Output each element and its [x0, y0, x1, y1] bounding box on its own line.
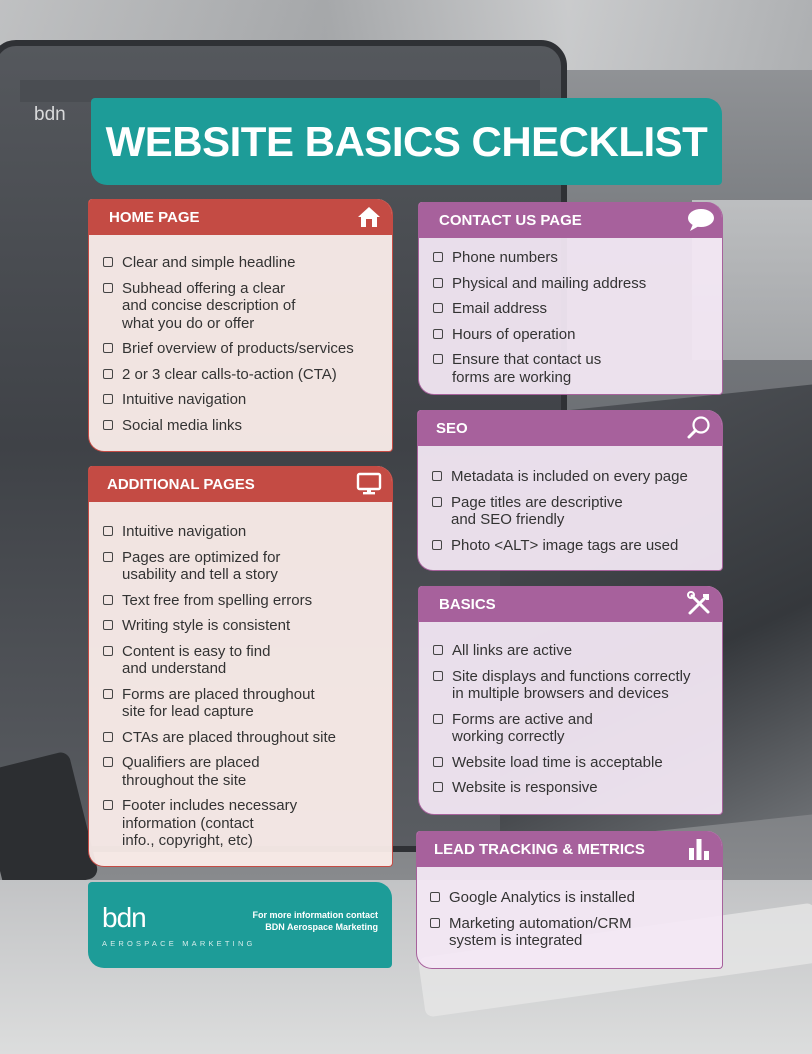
additional-pages-title: ADDITIONAL PAGES — [107, 475, 255, 493]
checkbox[interactable] — [433, 252, 443, 262]
basics-card — [418, 586, 723, 815]
footer-contact-info — [252, 909, 378, 933]
checkbox[interactable] — [103, 732, 113, 742]
checklist-item-label: Content is easy to find and understand — [122, 642, 271, 677]
checklist-item-label: Forms are active and working correctly — [452, 710, 593, 745]
additional-pages-card — [88, 466, 393, 867]
monitor-icon — [356, 471, 382, 497]
magnifier-icon — [686, 415, 712, 441]
checkbox[interactable] — [103, 526, 113, 536]
lead-tracking-card — [416, 831, 723, 969]
checkbox[interactable] — [430, 918, 440, 928]
checkbox[interactable] — [103, 394, 113, 404]
contact-us-header — [419, 202, 722, 238]
speech-bubble-icon — [686, 207, 716, 233]
footer-banner — [88, 882, 392, 968]
checkbox[interactable] — [433, 329, 443, 339]
checkbox[interactable] — [103, 620, 113, 630]
checkbox[interactable] — [103, 689, 113, 699]
checkbox[interactable] — [103, 343, 113, 353]
background-logo: bdn — [34, 104, 66, 125]
checklist-item — [433, 249, 714, 267]
checklist-item — [433, 668, 714, 703]
checklist-item — [432, 494, 714, 529]
checklist-item-label: Phone numbers — [452, 249, 558, 266]
checklist-item — [103, 592, 384, 610]
checkbox[interactable] — [103, 283, 113, 293]
checklist-item-label: Page titles are descriptive and SEO friendly — [451, 493, 623, 528]
additional-pages-list — [103, 523, 384, 858]
checklist-item — [103, 280, 384, 333]
home-page-title: HOME PAGE — [109, 208, 200, 226]
checklist-item-label: Photo <ALT> image tags are used — [451, 536, 679, 554]
lead-tracking-list — [430, 889, 714, 958]
home-page-header — [89, 199, 392, 235]
lead-tracking-header — [417, 831, 722, 867]
basics-header — [419, 586, 722, 622]
checklist-item-label: Intuitive navigation — [122, 523, 247, 540]
checklist-item-label: Subhead offering a clear and concise description of what you do or offer — [122, 279, 296, 332]
checklist-item — [432, 537, 714, 555]
title-banner — [91, 98, 722, 185]
checkbox[interactable] — [103, 800, 113, 810]
checklist-item — [430, 889, 714, 907]
checklist-item — [103, 523, 384, 541]
checklist-item-label: Forms are placed throughout site for lead capture — [122, 685, 315, 720]
checklist-item-label: Physical and mailing address — [452, 274, 647, 292]
checkbox[interactable] — [433, 645, 443, 655]
checkbox[interactable] — [103, 646, 113, 656]
checklist-item-label: Hours of operation — [452, 325, 576, 343]
checklist-item-label: Site displays and functions correctly in multiple browsers and devices — [452, 667, 691, 702]
checklist-item — [103, 797, 384, 850]
seo-card — [417, 410, 723, 571]
checklist-item-label: Social media links — [122, 416, 243, 434]
checklist-item — [433, 351, 714, 386]
contact-us-list — [433, 249, 714, 394]
seo-list — [432, 468, 714, 562]
checkbox[interactable] — [103, 595, 113, 605]
bar-chart-icon — [686, 836, 712, 862]
contact-us-card — [418, 202, 723, 395]
checklist-item-label: Marketing automation/CRM system is integrated — [449, 914, 632, 949]
checklist-item-label: Metadata is included on every page — [451, 468, 688, 485]
checklist-item — [103, 254, 384, 272]
checklist-item-label: Brief overview of products/services — [122, 340, 354, 357]
checklist-item — [103, 754, 384, 789]
seo-header — [418, 410, 722, 446]
checklist-item-label: Qualifiers are placed throughout the site — [122, 754, 260, 789]
additional-pages-header — [89, 466, 392, 502]
checklist-item-label: All links are active — [452, 642, 573, 659]
checklist-item-label: Website load time is acceptable — [452, 753, 663, 771]
checkbox[interactable] — [103, 369, 113, 379]
checklist-item-label: Website is responsive — [452, 779, 598, 796]
house-icon — [356, 204, 382, 230]
checklist-item-label: Google Analytics is installed — [449, 889, 635, 906]
seo-title: SEO — [436, 419, 468, 437]
checkbox[interactable] — [430, 892, 440, 902]
checklist-item-label: Ensure that contact us forms are working — [452, 351, 602, 386]
checklist-item — [433, 754, 714, 772]
checklist-item — [433, 300, 714, 318]
lead-tracking-title: LEAD TRACKING & METRICS — [434, 840, 645, 858]
checklist-item-label: Email address — [452, 300, 548, 317]
checkbox[interactable] — [433, 278, 443, 288]
checklist-item — [103, 340, 384, 358]
basics-title: BASICS — [439, 595, 496, 613]
checkbox[interactable] — [103, 552, 113, 562]
checklist-item-label: Clear and simple headline — [122, 254, 296, 271]
checkbox[interactable] — [103, 257, 113, 267]
checkbox[interactable] — [432, 497, 442, 507]
checklist-item — [433, 275, 714, 293]
basics-list — [433, 642, 714, 805]
home-page-card — [88, 199, 393, 452]
checkbox[interactable] — [433, 303, 443, 313]
checkbox[interactable] — [432, 471, 442, 481]
checklist-item — [433, 779, 714, 797]
checklist-item — [103, 391, 384, 409]
checklist-item — [433, 326, 714, 344]
checklist-item — [103, 643, 384, 678]
checklist-item-label: Intuitive navigation — [122, 391, 247, 408]
checkbox[interactable] — [433, 714, 443, 724]
tools-icon — [686, 591, 712, 617]
footer-logo: bdn — [102, 902, 146, 933]
contact-us-title: CONTACT US PAGE — [439, 211, 582, 229]
checkbox[interactable] — [433, 354, 443, 364]
checkbox[interactable] — [103, 420, 113, 430]
checklist-item — [103, 549, 384, 584]
checklist-item-label: 2 or 3 clear calls-to-action (CTA) — [122, 365, 337, 383]
checkbox[interactable] — [103, 757, 113, 767]
checklist-item-label: CTAs are placed throughout site — [122, 728, 337, 746]
checklist-item — [103, 617, 384, 635]
checkbox[interactable] — [433, 671, 443, 681]
checklist-item — [103, 686, 384, 721]
checklist-item — [432, 468, 714, 486]
checklist-item-label: Text free from spelling errors — [122, 591, 313, 609]
checkbox[interactable] — [432, 540, 442, 550]
footer-info-line-1: For more information contact — [252, 910, 378, 920]
checkbox[interactable] — [433, 757, 443, 767]
checklist-item-label: Writing style is consistent — [122, 617, 291, 634]
checklist-item-label: Pages are optimized for usability and tell a story — [122, 548, 281, 583]
checklist-item — [103, 729, 384, 747]
footer-tagline: AEROSPACE MARKETING — [102, 939, 256, 948]
footer-info-line-2: BDN Aerospace Marketing — [265, 922, 378, 932]
checklist-item-label: Footer includes necessary information (contact info., copyright, etc) — [122, 797, 298, 849]
checklist-item — [433, 711, 714, 746]
home-page-list — [103, 254, 384, 442]
page-title: WEBSITE BASICS CHECKLIST — [105, 117, 708, 165]
checkbox[interactable] — [433, 782, 443, 792]
checklist-item — [430, 915, 714, 950]
checklist-item — [103, 366, 384, 384]
checklist-item — [103, 417, 384, 435]
checklist-item — [433, 642, 714, 660]
